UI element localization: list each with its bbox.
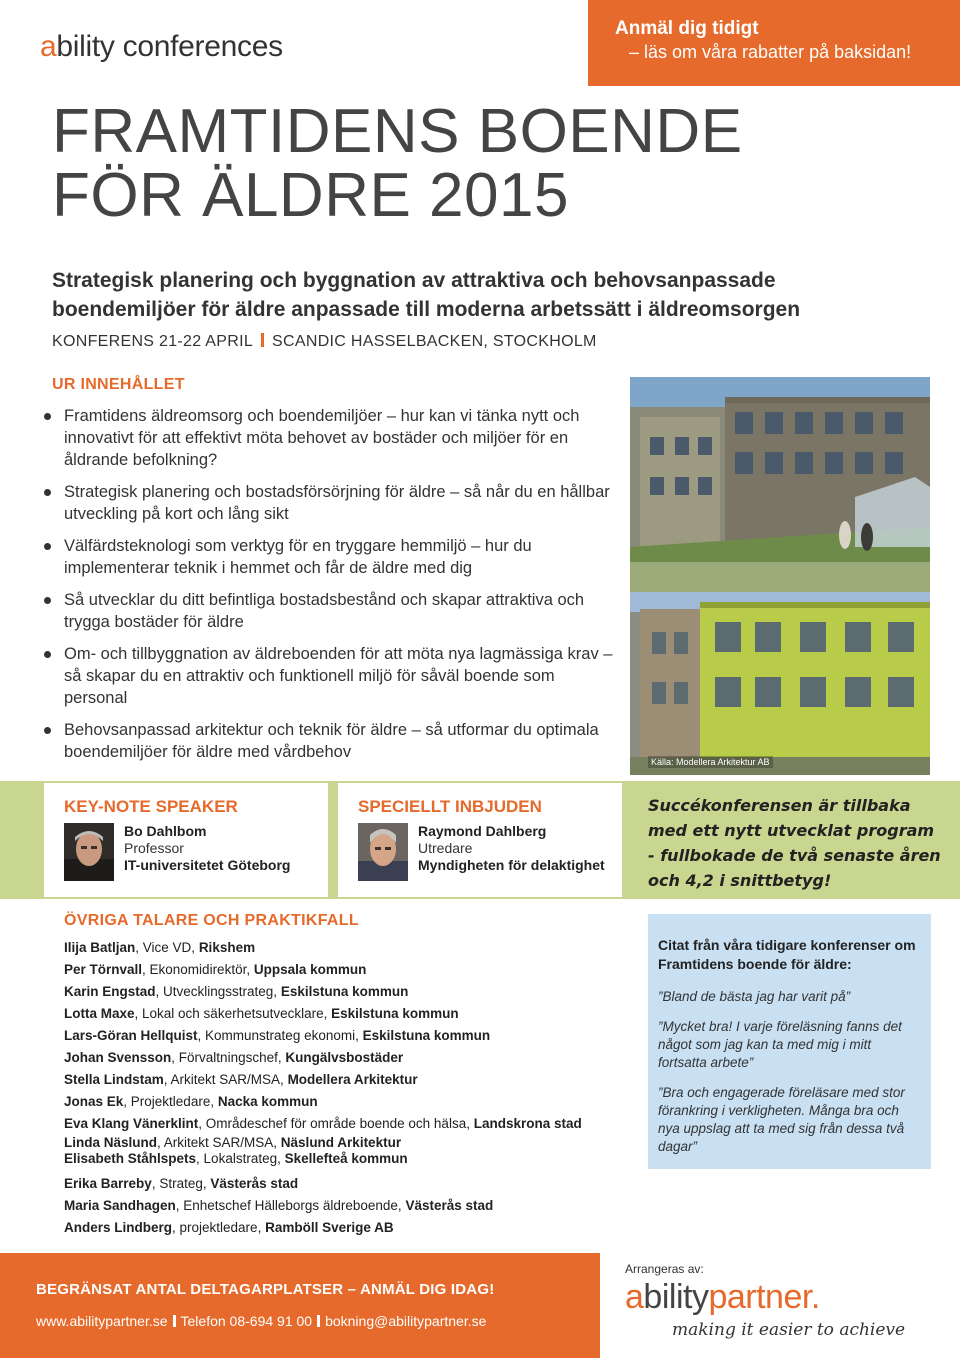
- list-item: Framtidens äldreomsorg och boendemiljöer – hur kan vi tänka nytt och innovativt för att effektivt möta behovet av bostäder och miljöer för en åldrande befolkning?: [42, 405, 622, 471]
- list-item: Välfärdsteknologi som verktyg för en tryggare hemmiljö – hur du implementerar teknik i hemmet och får de äldre med dig: [42, 535, 622, 579]
- other-speakers-heading: ÖVRIGA TALARE OCH PRAKTIKFALL: [64, 912, 359, 929]
- separator: [173, 1315, 176, 1327]
- list-item: Johan Svensson, Förvaltningschef, Kungälvsbostäder: [64, 1050, 404, 1065]
- keynote-role: Professor: [124, 840, 184, 856]
- list-item: Strategisk planering och bostadsförsörjning för äldre – så når du en hållbar utveckling på kort och lång sikt: [42, 481, 622, 525]
- website-link[interactable]: www.abilitypartner.se: [36, 1313, 168, 1329]
- footer-cta-band: [0, 1253, 600, 1358]
- list-item: Behovsanpassad arkitektur och teknik för äldre – så utformar du optimala boendemiljöer för äldre med vårdbehov: [42, 719, 622, 763]
- conference-info: [52, 333, 597, 351]
- list-item: Eva Klang Vänerklint, Områdeschef för område boende och hälsa, Landskrona stad: [64, 1116, 582, 1131]
- list-item: Om- och tillbyggnation av äldreboenden för att möta nya lagmässiga krav – så skapar du en attraktiv och funktionell miljö för såväl boende som personal: [42, 643, 622, 709]
- special-heading: SPECIELLT INBJUDEN: [358, 797, 542, 816]
- email-link[interactable]: bokning@abilitypartner.se: [325, 1313, 487, 1329]
- contents-list: [42, 405, 622, 773]
- photo-caption: Källa: Modellera Arkitektur AB: [648, 756, 773, 768]
- promo-line1: Anmäl dig tidigt: [615, 18, 759, 39]
- list-item: Erika Barreby, Strateg, Västerås stad: [64, 1176, 299, 1191]
- organizer-tagline: making it easier to achieve: [672, 1320, 906, 1340]
- quotes-box: [648, 914, 931, 1169]
- keynote-box: [44, 783, 328, 897]
- special-guest-box: [338, 783, 622, 897]
- list-item: Per Törnvall, Ekonomidirektör, Uppsala kommun: [64, 962, 367, 977]
- conference-date: KONFERENS 21-22 APRIL: [52, 333, 254, 350]
- special-name: Raymond Dahlberg: [418, 823, 547, 839]
- building-photo: [630, 377, 930, 775]
- list-item: Jonas Ek, Projektledare, Nacka kommun: [64, 1094, 318, 1109]
- separator: [261, 333, 264, 347]
- list-item: Så utvecklar du ditt befintliga bostadsbestånd och skapar attraktiva och trygga bostäder för äldre: [42, 589, 622, 633]
- list-item: Maria Sandhagen, Enhetschef Hälleborgs äldreboende, Västerås stad: [64, 1198, 494, 1213]
- list-item: Lars-Göran Hellquist, Kommunstrateg ekonomi, Eskilstuna kommun: [64, 1028, 491, 1043]
- success-line3: - fullbokade de två senaste åren: [648, 846, 941, 865]
- early-registration-banner: [588, 0, 960, 86]
- subtitle-line2: boendemiljöer för äldre anpassade till moderna arbetssätt i äldreomsorgen: [52, 298, 801, 321]
- promo-line2: – läs om våra rabatter på baksidan!: [629, 42, 912, 62]
- avatar: [358, 823, 408, 881]
- success-line1: Succékonferensen är tillbaka: [648, 796, 911, 815]
- footer-cta: BEGRÄNSAT ANTAL DELTAGARPLATSER – ANMÄL DIG IDAG!: [36, 1281, 495, 1298]
- keynote-heading: KEY-NOTE SPEAKER: [64, 797, 238, 816]
- list-item: Karin Engstad, Utvecklingsstrateg, Eskilstuna kommun: [64, 984, 409, 999]
- abilitypartner-logo: abilitypartner.: [625, 1278, 820, 1316]
- page-title: [52, 97, 743, 230]
- building-illustration: [630, 377, 930, 775]
- list-item: Anders Lindberg, projektledare, Ramböll Sverige AB: [64, 1220, 394, 1235]
- page-subtitle: [52, 266, 932, 324]
- ability-conferences-logo: [40, 30, 283, 64]
- keynote-name: Bo Dahlbom: [124, 823, 207, 839]
- keynote-speaker: [124, 823, 290, 874]
- special-org: Myndigheten för delaktighet: [418, 857, 605, 873]
- list-item: Lotta Maxe, Lokal och säkerhetsutvecklare, Eskilstuna kommun: [64, 1006, 459, 1021]
- title-line2: FÖR ÄLDRE 2015: [52, 161, 569, 230]
- quote: ”Bra och engagerade föreläsare med stor förankring i verkligheten. Många bra och nya uppslag att ta med sig från dessa två dagar”: [658, 1085, 905, 1154]
- keynote-org: IT-universitetet Göteborg: [124, 857, 291, 873]
- success-line2: med ett nytt utvecklat program: [648, 821, 935, 840]
- avatar: [64, 823, 114, 881]
- logo-text: bility conferences: [56, 30, 283, 63]
- logo-a: a: [40, 30, 57, 63]
- subtitle-line1: Strategisk planering och byggnation av attraktiva och behovsanpassade: [52, 269, 776, 292]
- title-line1: FRAMTIDENS BOENDE: [52, 97, 743, 166]
- organizer-label: Arrangeras av:: [625, 1262, 704, 1276]
- success-line4: och 4,2 i snittbetyg!: [648, 871, 832, 890]
- list-item: Linda Näslund, Arkitekt SAR/MSA, Näslund Arkitektur Elisabeth Ståhlspets, Lokalstrateg, Skellefteå kommun: [64, 1135, 408, 1166]
- list-item: Stella Lindstam, Arkitekt SAR/MSA, Modellera Arkitektur: [64, 1072, 418, 1087]
- other-speakers-list: [64, 937, 582, 1239]
- special-role: Utredare: [418, 840, 473, 856]
- phone-text: Telefon 08-694 91 00: [180, 1313, 313, 1329]
- conference-venue: SCANDIC HASSELBACKEN, STOCKHOLM: [272, 333, 597, 350]
- quotes-heading: Citat från våra tidigare konferenser om Framtidens boende för äldre:: [658, 937, 916, 972]
- quote: ”Bland de bästa jag har varit på”: [658, 989, 851, 1004]
- list-item: Ilija Batljan, Vice VD, Rikshem: [64, 940, 256, 955]
- quote: ”Mycket bra! I varje föreläsning fanns det något som jag kan ta med mig i mitt fortsatta arbete”: [658, 1019, 902, 1070]
- success-note: [648, 793, 948, 893]
- footer-contact: [36, 1313, 486, 1329]
- contents-heading: UR INNEHÅLLET: [52, 376, 185, 393]
- special-speaker: [418, 823, 605, 874]
- separator: [317, 1315, 320, 1327]
